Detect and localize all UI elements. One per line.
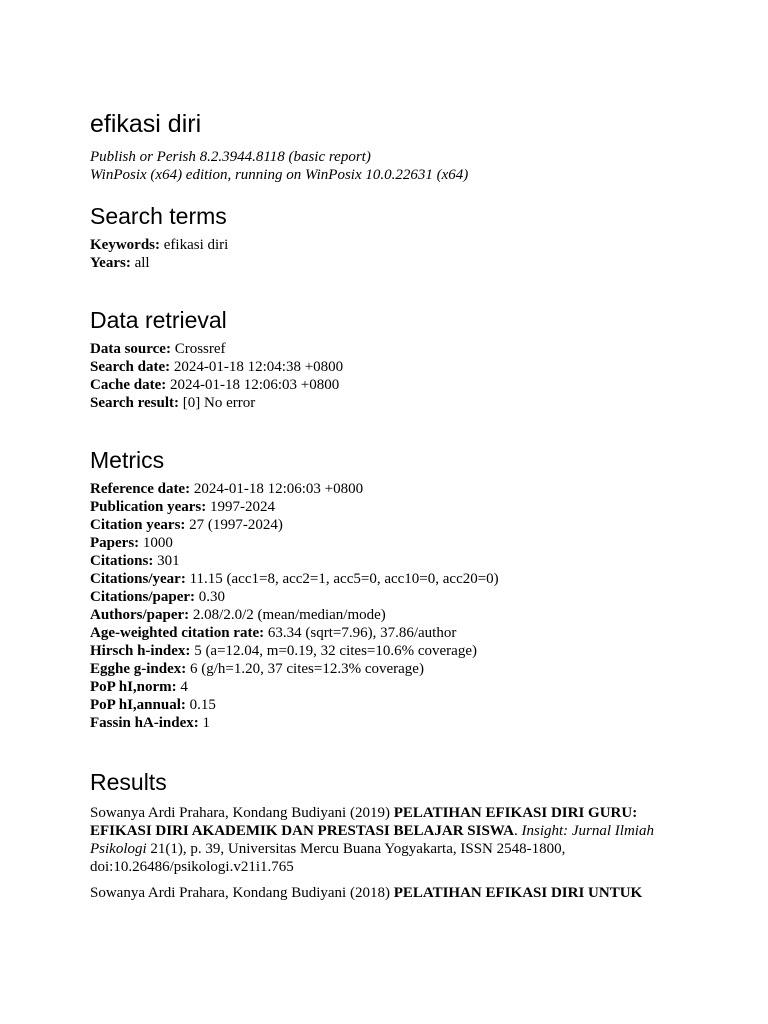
row-label: Authors/paper: [90,607,190,623]
row-label: Citations/paper: [90,589,195,605]
row-label: PoP hI,norm: [90,679,177,695]
report-subtitle-edition: WinPosix (x64) edition, running on WinPosix 10.0.22631 (x64) [90,167,469,183]
row-label: Citations/year: [90,571,186,587]
row-value: 1000 [142,535,173,551]
row-value: Crossref [174,341,226,357]
metric-row [90,642,690,660]
row-label: Publication years: [90,499,207,515]
metric-row [90,606,690,624]
row-value: 2024-01-18 12:06:03 +0800 [169,377,340,393]
result-details: 21(1), p. 39, Universitas Mercu Buana Yogyakarta, ISSN 2548-1800, doi:10.26486/psikologi.v21i1.765 [90,841,566,875]
row-label: Keywords: [90,237,160,253]
row-label: Citations: [90,553,154,569]
row-label: Years: [90,255,131,271]
data-retrieval-heading: Data retrieval [90,307,227,333]
result-journal: Insight: Jurnal Ilmiah Psikologi [90,823,654,857]
metrics-section [90,446,690,732]
row-value: 63.34 (sqrt=7.96), 37.86/author [267,625,457,641]
row-label: Cache date: [90,377,167,393]
metric-row [90,588,690,606]
row-label: Age-weighted citation rate: [90,625,265,641]
row-label: PoP hI,annual: [90,697,186,713]
data-source-row [90,340,690,358]
metric-row [90,660,690,678]
row-label: Citation years: [90,517,186,533]
keywords-row [90,236,690,254]
metric-row [90,714,690,732]
metric-row [90,480,690,498]
report-title: efikasi diri [90,110,202,138]
row-value: 0.30 [198,589,225,605]
metric-row [90,534,690,552]
row-label: Papers: [90,535,140,551]
row-label: Search date: [90,359,171,375]
results-heading: Results [90,769,167,795]
row-value: 27 (1997-2024) [189,517,283,533]
metric-row [90,624,690,642]
data-retrieval-section [90,306,690,412]
row-label: Fassin hA-index: [90,715,199,731]
metric-row [90,570,690,588]
search-date-row [90,358,690,376]
years-row [90,254,690,272]
result-separator: . [513,823,522,839]
result-authors: Sowanya Ardi Prahara, Kondang Budiyani (2019) [90,805,394,821]
search-terms-heading: Search terms [90,203,227,229]
row-value: 6 (g/h=1.20, 37 cites=12.3% coverage) [190,661,424,677]
report-page [90,108,690,910]
row-value: 2.08/2.0/2 (mean/median/mode) [192,607,386,623]
row-value: 301 [157,553,180,569]
row-label: Search result: [90,395,180,411]
row-value: 11.15 (acc1=8, acc2=1, acc5=0, acc10=0, acc20=0) [189,571,499,587]
row-value: 4 [180,679,188,695]
search-terms-section [90,202,690,272]
row-label: Hirsch h-index: [90,643,191,659]
result-title: PELATIHAN EFIKASI DIRI UNTUK [393,885,643,901]
metric-row [90,516,690,534]
result-item [90,804,690,876]
row-value: all [134,255,150,271]
metrics-heading: Metrics [90,447,165,473]
row-value: efikasi diri [163,237,229,253]
metric-row [90,498,690,516]
row-value: 2024-01-18 12:04:38 +0800 [173,359,344,375]
metric-row [90,678,690,696]
report-subtitle-version: Publish or Perish 8.2.3944.8118 (basic report) [90,149,371,165]
search-result-row [90,394,690,412]
result-item [90,884,690,902]
cache-date-row [90,376,690,394]
row-label: Reference date: [90,481,191,497]
row-value: 0.15 [189,697,216,713]
row-value: 1 [202,715,211,731]
metric-row [90,552,690,570]
row-label: Egghe g-index: [90,661,187,677]
row-value: 5 (a=12.04, m=0.19, 32 cites=10.6% coverage) [194,643,477,659]
metric-row [90,696,690,714]
result-authors: Sowanya Ardi Prahara, Kondang Budiyani (2018) [90,885,394,901]
row-value: 2024-01-18 12:06:03 +0800 [193,481,364,497]
row-value: [0] No error [182,395,256,411]
result-title: PELATIHAN EFIKASI DIRI GURU: EFIKASI DIRI AKADEMIK DAN PRESTASI BELAJAR SISWA [90,805,638,839]
row-label: Data source: [90,341,171,357]
row-value: 1997-2024 [210,499,275,515]
results-section [90,768,690,902]
